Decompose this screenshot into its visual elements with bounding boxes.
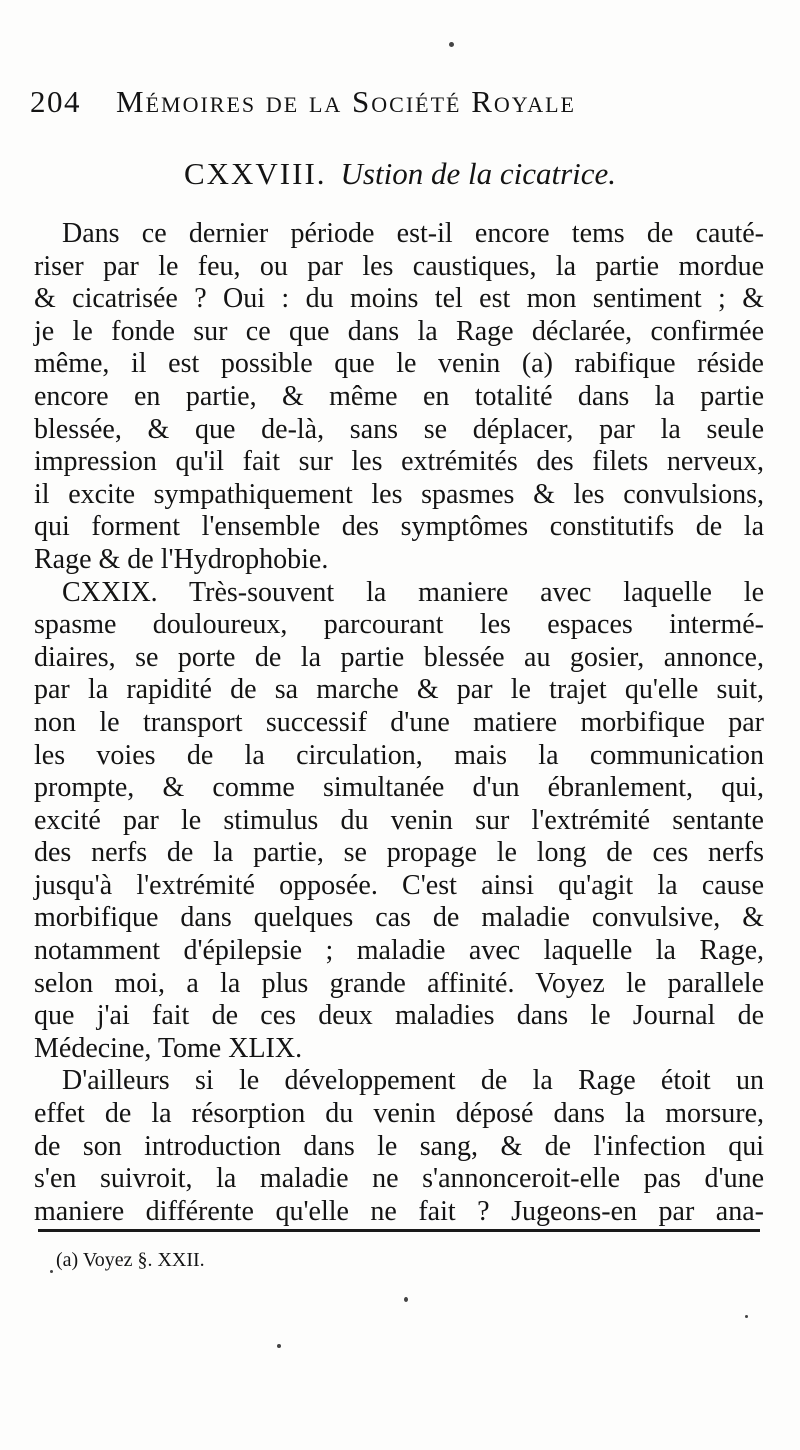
- text-line: des nerfs de la partie, se propage le long de ces nerfs: [34, 837, 764, 869]
- running-title: Mémoires de la Société Royale: [116, 84, 576, 119]
- text-line: encore en partie, & même en totalité dans la partie: [34, 380, 764, 412]
- section-heading: [0, 156, 800, 192]
- text-line: il excite sympathiquement les spasmes & les convulsions,: [34, 478, 764, 510]
- text-line: que j'ai fait de ces deux maladies dans le Journal de: [34, 1000, 764, 1032]
- text-line: je le fonde sur ce que dans la Rage déclarée, confirmée: [34, 315, 764, 347]
- text-line: effet de la résorption du venin déposé dans la morsure,: [34, 1098, 764, 1130]
- body-text: [34, 218, 764, 1228]
- text-line: & cicatrisée ? Oui : du moins tel est mon sentiment ; &: [34, 283, 764, 315]
- text-line: riser par le feu, ou par les caustiques, la partie mordue: [34, 250, 764, 282]
- footnote: (a) Voyez §. XXII.: [56, 1249, 205, 1271]
- text-line: morbifique dans quelques cas de maladie convulsive, &: [34, 902, 764, 934]
- text-line: selon moi, a la plus grande affinité. Voyez le parallele: [34, 967, 764, 999]
- page-number: 204: [30, 84, 81, 119]
- text-line: maniere différente qu'elle ne fait ? Jugeons-en par ana-: [34, 1195, 764, 1227]
- text-line: les voies de la circulation, mais la communication: [34, 739, 764, 771]
- text-line: même, il est possible que le venin (a) rabifique réside: [34, 348, 764, 380]
- page-header: [30, 84, 770, 124]
- text-line: prompte, & comme simultanée d'un ébranlement, qui,: [34, 772, 764, 804]
- text-line: impression qu'il fait sur les extrémités des filets nerveux,: [34, 446, 764, 478]
- text-line: Rage & de l'Hydrophobie.: [34, 543, 329, 575]
- text-line: excité par le stimulus du venin sur l'extrémité sentante: [34, 804, 764, 836]
- text-line: s'en suivroit, la maladie ne s'annonceroit-elle pas d'une: [34, 1163, 764, 1195]
- text-line: Médecine, Tome XLIX.: [34, 1032, 303, 1064]
- text-line: de son introduction dans le sang, & de l'infection qui: [34, 1130, 764, 1162]
- text-line: blessée, & que de-là, sans se déplacer, par la seule: [34, 413, 764, 445]
- text-line: CXXIX. Très-souvent la maniere avec laquelle le: [62, 576, 764, 608]
- footnote-rule: [38, 1229, 760, 1232]
- text-line: Dans ce dernier période est-il encore tems de cauté-: [62, 218, 764, 249]
- text-line: D'ailleurs si le développement de la Rage étoit un: [62, 1065, 764, 1097]
- text-line: par la rapidité de sa marche & par le trajet qu'elle suit,: [34, 674, 764, 706]
- section-title: Ustion de la cicatrice.: [340, 156, 617, 191]
- text-line: notamment d'épilepsie ; maladie avec laquelle la Rage,: [34, 935, 764, 967]
- text-line: qui forment l'ensemble des symptômes constitutifs de la: [34, 511, 764, 543]
- text-line: spasme douloureux, parcourant les espaces intermé-: [34, 609, 764, 641]
- text-line: jusqu'à l'extrémité opposée. C'est ainsi qu'agit la cause: [34, 869, 764, 901]
- text-line: diaires, se porte de la partie blessée au gosier, annonce,: [34, 641, 764, 673]
- text-line: non le transport successif d'une matiere morbifique par: [34, 706, 764, 738]
- section-number: CXXVIII.: [183, 156, 327, 191]
